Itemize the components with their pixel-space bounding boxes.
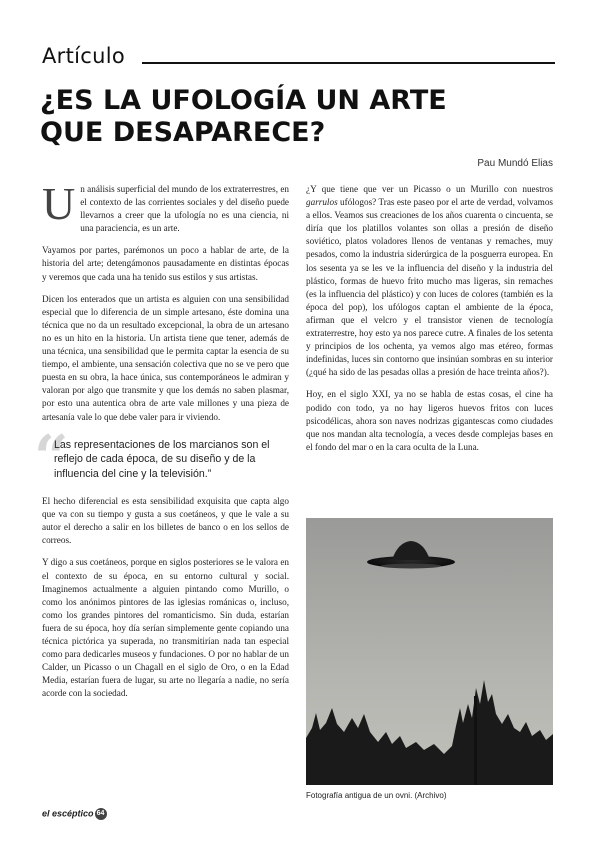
text-run: ¿Y que tiene que ver un Picasso o un Murillo con nuestros bbox=[306, 184, 553, 194]
paragraph: El hecho diferencial es esta sensibilidad exquisita que capta algo que va con su tiempo y gusta a sus coetáneos, y que le vale a su autor el derecho a salir en los billetes de banco o en los sellos de correos. bbox=[42, 496, 289, 546]
paragraph bbox=[306, 183, 553, 379]
quote-mark-icon: “ bbox=[34, 422, 69, 493]
page-number: 64 bbox=[95, 808, 107, 820]
page-footer bbox=[42, 808, 107, 820]
photo-caption: Fotografía antigua de un ovni. (Archivo) bbox=[306, 791, 447, 800]
magazine-name: el escéptico bbox=[42, 808, 94, 819]
pull-quote-text: Las representaciones de los marcianos son el reflejo de cada época, de su diseño y de la influencia del cine y la televisión.” bbox=[54, 438, 270, 480]
section-label: Artículo bbox=[42, 44, 126, 68]
paragraph: Vayamos por partes, parémonos un poco a hablar de arte, de la historia del arte; detengámonos pausadamente en distintas épocas y veremos que cada una ha tenido sus estilos y sus artistas. bbox=[42, 245, 289, 282]
pull-quote bbox=[34, 422, 289, 493]
emphasis: garrulos bbox=[306, 197, 338, 208]
ufo-photo bbox=[306, 518, 553, 785]
ufo-photo-image bbox=[306, 518, 553, 785]
paragraph: Hoy, en el siglo XXI, ya no se habla de estas cosas, el cine ha podido con todo, ya no hay ligeros huevos fritos con luces psicodélicas, ahora son naves nodrizas gigantescas como ciudades que nos mandan alta tecnología, a veces desde complejas bases en el fondo del mar o en la cara oculta de la Luna. bbox=[306, 389, 553, 452]
article-title bbox=[40, 85, 560, 149]
paragraph: Y digo a sus coetáneos, porque en siglos posteriores se le valora en el contexto de su época, en su entorno cultural y social. Imaginemos actualmente a alguien pintando como Murillo, o como los anónimos pintores de las iglesias románicas o, incluso, como los grandes pintores del romanticismo. Sin duda, estarían fuera de su época, hoy día serían simplemente gente copiando una técnica pictórica ya superada, no transmitirían nada tan especial como para dedicarles museos y fundaciones. O por no hablar de un Calder, un Picasso o un Chagall en el siglo de Oro, o en la Edad Media, estarían fuera de lugar, su arte no llegaría a nadie, no sería acorde con la sociedad. bbox=[42, 557, 289, 699]
paragraph-intro bbox=[42, 178, 289, 235]
left-column bbox=[34, 178, 289, 710]
intro-text: n análisis superficial del mundo de los extraterrestres, en el contexto de las corrientes sociales y del diseño puede llevarnos a creer que la ufología no es una ciencia, ni una paraciencia, es un arte. bbox=[80, 184, 289, 234]
text-run: ufólogos? Tras este paseo por el arte de verdad, volvamos a ellos. Veamos sus creaciones de los años cuarenta o cincuenta, se diría que los platillos volantes son ollas a presión de diseño soviético, platos voladores llenos de ventanas y remaches, muy pesados, como la industria siderúrgica de la posguerra europea. En los sesenta ya se les ve la influencia del diseño y la industria del plástico, formas de huevo frito mucho mas ligeras, sin remaches (es la influencia del plástico) y con luces de colores (también es la época del pop), los ufólogos captan el ambiente de la época, afirman que el velcro y el transistor vienen de tecnología extraterrestre, hoy esto ya nos parece cutre. A finales de los setenta y principios de los ochenta, ya vemos algo mas etéreo, formas indefinidas, luces sin contorno que insinúan sombras en su interior (¿qué ha sido de las pesadas ollas a presión de hace treinta años?). bbox=[306, 197, 553, 378]
paragraph: Dicen los enterados que un artista es alguien con una sensibilidad especial que lo diferencia de un simple artesano, éste domina una técnica que no da un resultado excepcional, la obra de un artesano no es un hito en la historia. Un artista tiene que tener, además de una técnica, una sensibilidad que le permita captar la esencia de su tiempo, el ambiente, una sensación colectiva que no se ve pero que puesta en su obra, la hace única, sus contemporáneos le admiran y valoran por algo que transmite y que los demás no saben plasmar, por esto una autentica obra de arte vale millones y una pieza de artesanía vale lo que debe valer para ir viviendo. bbox=[42, 293, 289, 422]
title-line-1: ¿ES LA UFOLOGÍA UN ARTE bbox=[40, 85, 447, 116]
title-line-2: QUE DESAPARECE? bbox=[40, 117, 326, 148]
right-column bbox=[306, 183, 553, 463]
author-byline: Pau Mundó Elias bbox=[477, 158, 553, 169]
section-rule bbox=[142, 62, 555, 64]
drop-cap: U bbox=[42, 178, 76, 229]
